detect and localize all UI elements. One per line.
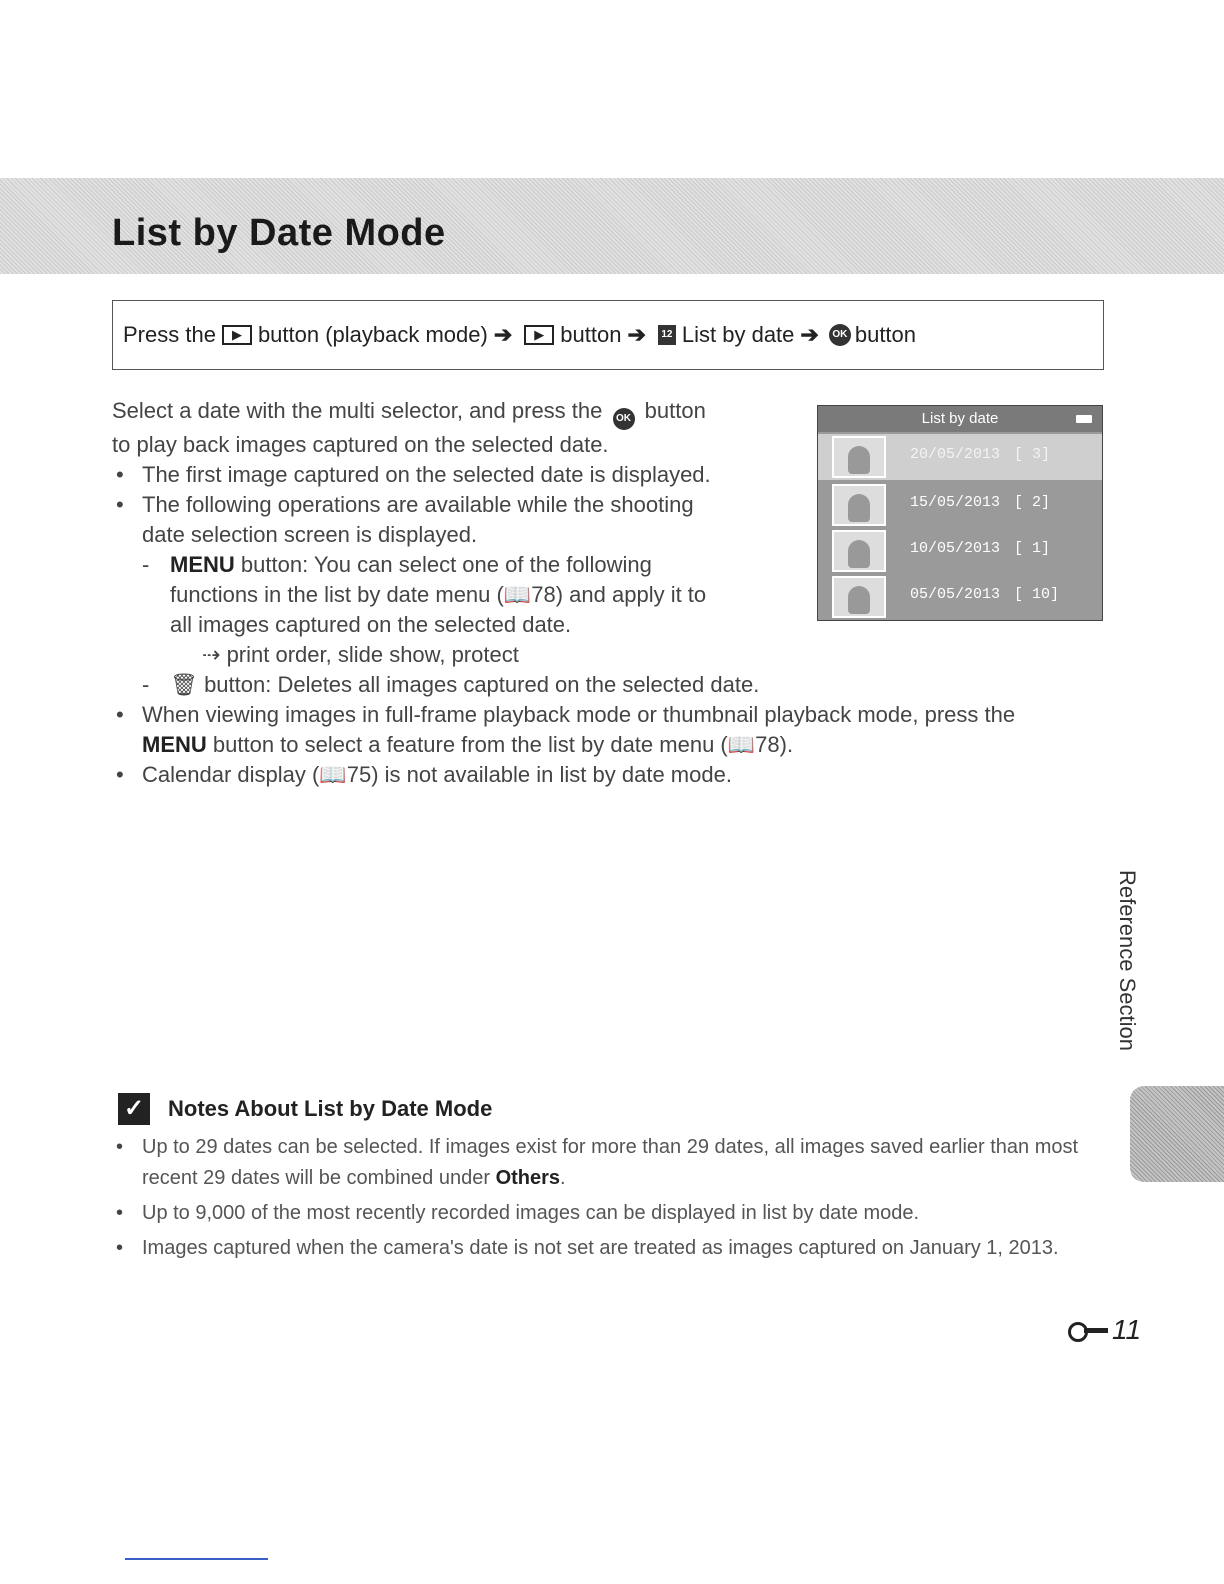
arrow-icon: ⇢ <box>202 642 221 667</box>
arrow-icon: ➔ <box>627 322 646 347</box>
menu-button-label: MENU <box>142 732 207 757</box>
date-row: 15/05/2013 [ 2] <box>818 482 1102 528</box>
path-seg1: button (playback mode) <box>257 322 488 347</box>
screen-header: List by date <box>818 406 1102 432</box>
intro-line1: Select a date with the multi selector, and press the OK button <box>112 396 782 430</box>
arrow-icon: ➔ <box>800 322 819 347</box>
reference-key-icon <box>1068 1320 1110 1340</box>
book-ref-icon: 📖 <box>319 762 347 787</box>
path-press-the: Press the <box>123 322 216 347</box>
battery-icon <box>1076 415 1092 423</box>
title-band <box>0 178 1224 274</box>
sub-menu-options: ⇢ print order, slide show, protect <box>202 642 519 667</box>
sub-menu-button: - MENU button: You can select one of the following functions in the list by date menu (📖78) and apply it to all images captured on the selected date. <box>142 552 707 637</box>
date-row: 05/05/2013 [ 10] <box>818 574 1102 620</box>
note-date-not-set: • Images captured when the camera's date is not set are treated as images captured on January 1, 2013. <box>112 1233 1112 1264</box>
path-seg3: List by date <box>681 322 795 347</box>
list-by-date-icon: 12 <box>658 325 676 345</box>
playback-button-icon: ▶ <box>524 325 554 345</box>
path-seg2: button <box>560 322 622 347</box>
bullet-operations: • The following operations are available while the shooting date selection screen is displayed. <box>112 490 812 550</box>
date-row: 20/05/2013 [ 3] <box>818 434 1102 480</box>
bullet-full-frame: • When viewing images in full-frame playback mode or thumbnail playback mode, press the MENU button to select a feature from the list by date menu (📖78). <box>112 700 1102 760</box>
bullet-first-image: • The first image captured on the selected date is displayed. <box>112 460 812 490</box>
intro-line2: to play back images captured on the selected date. <box>112 432 609 457</box>
thumbnail-image <box>832 576 886 618</box>
thumbnail-image <box>832 436 886 478</box>
ok-button-icon: OK <box>613 408 635 430</box>
notes-title: Notes About List by Date Mode <box>168 1096 493 1121</box>
trash-icon: 🗑 <box>170 672 198 697</box>
page-number: 11 <box>1068 1314 1141 1346</box>
menu-button-label: MENU <box>170 552 235 577</box>
ok-button-icon: OK <box>829 324 851 346</box>
check-note-icon: ✓ <box>118 1093 150 1125</box>
book-ref-icon: 📖 <box>727 732 756 757</box>
sub-delete-button: - 🗑 button: Deletes all images captured on the selected date. <box>142 672 760 697</box>
date-row: 10/05/2013 [ 1] <box>818 528 1102 574</box>
book-ref-icon: 📖 <box>503 582 532 607</box>
section-tab <box>1130 1086 1224 1182</box>
notes-heading <box>118 1093 492 1125</box>
path-seg4: button <box>854 322 917 347</box>
playback-button-icon: ▶ <box>222 325 252 345</box>
camera-screen-illustration <box>817 405 1103 621</box>
arrow-icon: ➔ <box>493 322 513 347</box>
footer-rule <box>125 1558 268 1560</box>
menu-path-box <box>112 300 1104 370</box>
page-title: List by Date Mode <box>112 212 446 254</box>
thumbnail-image <box>832 530 886 572</box>
note-dates-limit: • Up to 29 dates can be selected. If images exist for more than 29 dates, all images saved earlier than most recent 29 dates will be combined under Others. <box>112 1132 1112 1194</box>
bullet-calendar: • Calendar display (📖75) is not available in list by date mode. <box>112 760 1102 790</box>
section-side-label: Reference Section <box>1115 870 1140 1051</box>
thumbnail-image <box>832 484 886 526</box>
notes-list <box>112 1132 1112 1268</box>
note-image-limit: • Up to 9,000 of the most recently recorded images can be displayed in list by date mode. <box>112 1198 1112 1229</box>
